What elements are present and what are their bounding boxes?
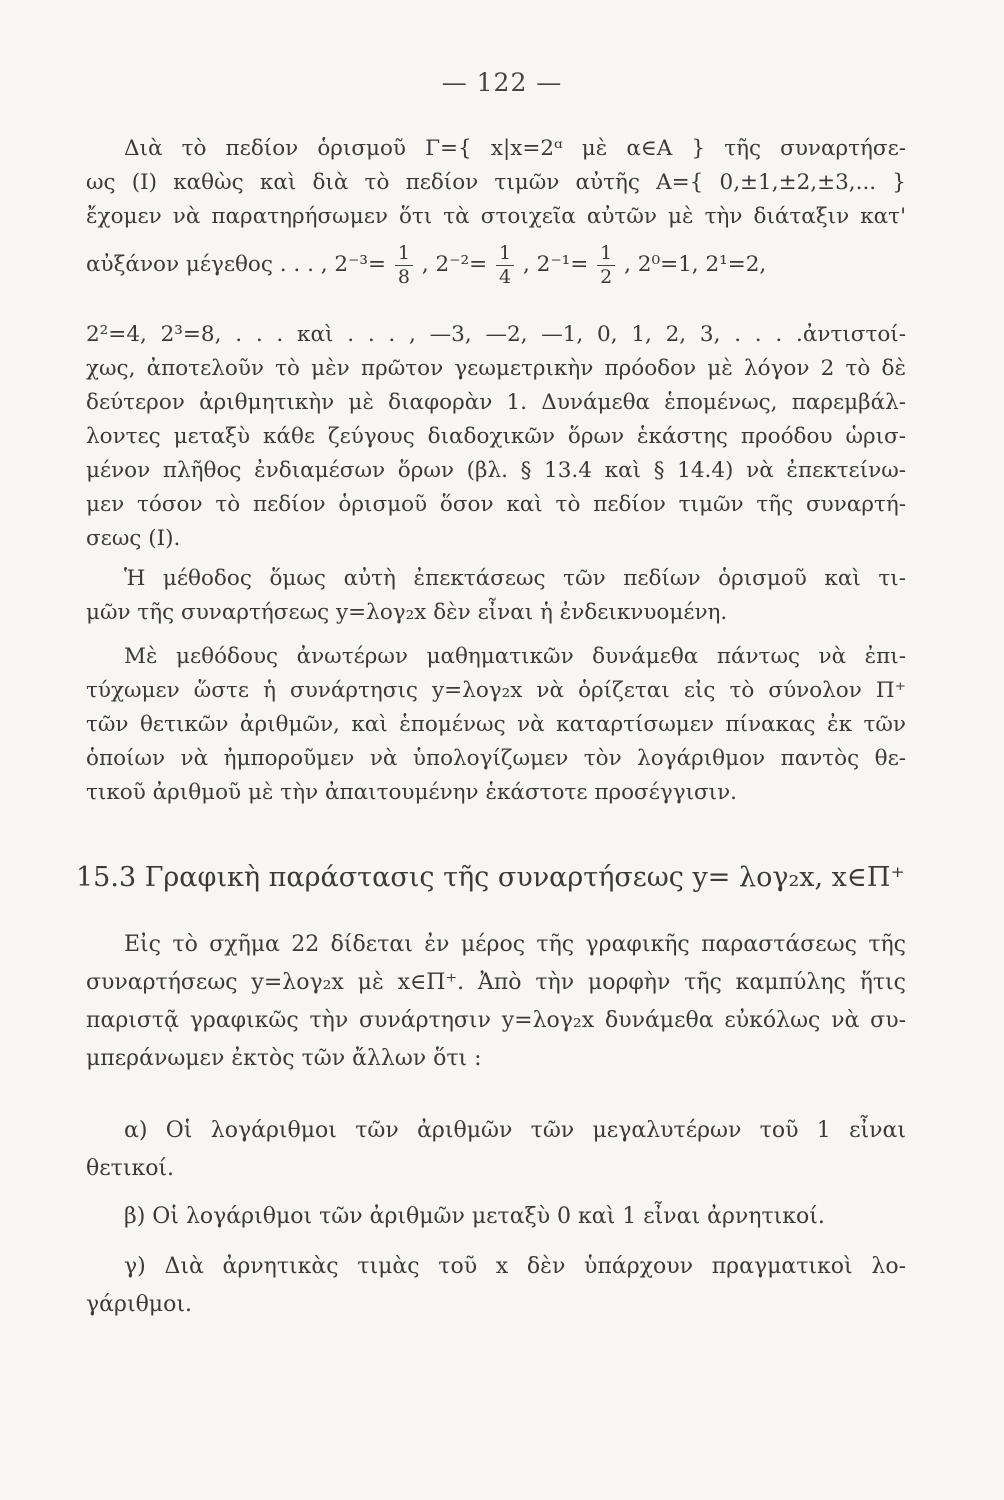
list-item-c (86, 1248, 906, 1324)
text-line: μεν τόσον τὸ πεδίον ὁρισμοῦ ὅσον καὶ τὸ πεδίον τιμῶν τῆς συναρτή- (86, 492, 906, 517)
text-line: ἔχομεν νὰ παρατηρήσωμεν ὅτι τὰ στοιχεῖα αὐτῶν μὲ τὴν διάταξιν κατ' (86, 204, 906, 229)
text-line: Μὲ μεθόδους ἀνωτέρων μαθηματικῶν δυνάμεθα πάντως νὰ ἐπι- (124, 644, 906, 669)
text-line: τύχωμεν ὥστε ἡ συνάρτησις y=λογ₂x νὰ ὁρίζεται εἰς τὸ σύνολον Π⁺ (86, 678, 906, 703)
list-item-b (86, 1198, 906, 1236)
text-line: μένον πλῆθος ἐνδιαμέσων ὅρων (βλ. § 13.4 καὶ § 14.4) νὰ ἐπεκτείνω- (86, 458, 906, 483)
text-line: θετικοί. (86, 1156, 175, 1181)
text-line: λοντες μεταξὺ κάθε ζεύγους διαδοχικῶν ὅρων ἑκάστης προόδου ὡρισ- (86, 424, 906, 449)
page-number: — 122 — (441, 68, 563, 97)
text-line: α) Οἱ λογάριθμοι τῶν ἀριθμῶν τῶν μεγαλυτέρων τοῦ 1 εἶναι (124, 1118, 906, 1143)
math-text: αὐξάνον μέγεθος . . . , 2⁻³= (86, 252, 387, 277)
paragraph-4 (86, 926, 906, 1078)
section-heading: 15.3 Γραφικὴ παράστασις τῆς συναρτήσεως y= λογ₂x, x∈Π⁺ (76, 862, 905, 893)
paragraph-2 (86, 562, 906, 630)
text-line: γάριθμοι. (86, 1292, 192, 1317)
text-line: 2²=4, 2³=8, . . . καὶ . . . , —3, —2, —1, 0, 1, 2, 3, . . . .ἀντιστοί- (86, 322, 906, 347)
math-text: , 2⁻²= (421, 252, 488, 277)
text-line: τῶν θετικῶν ἀριθμῶν, καὶ ἑπομένως νὰ καταρτίσωμεν πίνακας ἐκ τῶν (86, 712, 906, 737)
text-line: τικοῦ ἀριθμοῦ μὲ τὴν ἀπαιτουμένην ἑκάστοτε προσέγγισιν. (86, 780, 738, 805)
text-line: μπεράνωμεν ἐκτὸς τῶν ἄλλων ὅτι : (86, 1046, 482, 1071)
math-text: , 2⁰=1, 2¹=2, (624, 252, 767, 277)
text-line: χως, ἀποτελοῦν τὸ μὲν πρῶτον γεωμετρικὴν πρόοδον μὲ λόγον 2 τὸ δὲ (86, 356, 906, 381)
text-line: β) Οἱ λογάριθμοι τῶν ἀριθμῶν μεταξὺ 0 καὶ 1 εἶναι ἀρνητικοί. (124, 1204, 825, 1229)
paragraph-3 (86, 640, 906, 810)
math-line (86, 236, 906, 294)
text-line: ως (I) καθὼς καὶ διὰ τὸ πεδίον τιμῶν αὐτῆς A={ 0,±1,±2,±3,... } (86, 170, 906, 195)
fraction: $\frac{1}{8}$ (395, 244, 413, 287)
text-line: Ἡ μέθοδος ὅμως αὐτὴ ἐπεκτάσεως τῶν πεδίων ὁρισμοῦ καὶ τι- (124, 566, 906, 591)
text-line: γ) Διὰ ἀρνητικὰς τιμὰς τοῦ x δὲν ὑπάρχουν πραγματικοὶ λο- (124, 1254, 906, 1279)
fraction: $\frac{1}{4}$ (496, 244, 514, 287)
text-line: μῶν τῆς συναρτήσεως y=λογ₂x δὲν εἶναι ἡ ἐνδεικνυομένη. (86, 600, 728, 625)
text-line: παριστᾷ γραφικῶς τὴν συνάρτησιν y=λογ₂x δυνάμεθα εὐκόλως νὰ συ- (86, 1008, 906, 1033)
fraction: $\frac{1}{2}$ (597, 244, 615, 287)
text-line: δεύτερον ἀριθμητικὴν μὲ διαφορὰν 1. Δυνάμεθα ἑπομένως, παρεμβάλ- (86, 390, 906, 415)
paragraph-1-continued (86, 318, 906, 556)
text-line: ὁποίων νὰ ἠμποροῦμεν νὰ ὑπολογίζωμεν τὸν λογάριθμον παντὸς θε- (86, 746, 906, 771)
text-line: συναρτήσεως y=λογ₂x μὲ x∈Π⁺. Ἀπὸ τὴν μορφὴν τῆς καμπύλης ἥτις (86, 970, 906, 995)
text-line: Εἰς τὸ σχῆμα 22 δίδεται ἐν μέρος τῆς γραφικῆς παραστάσεως τῆς (124, 932, 906, 957)
text-line: σεως (I). (86, 526, 181, 551)
list-item-a (86, 1112, 906, 1188)
text-line: Διὰ τὸ πεδίον ὁρισμοῦ Γ={ x|x=2ᵅ μὲ α∈A } τῆς συναρτήσε- (124, 136, 906, 161)
paragraph-1 (86, 132, 906, 234)
math-text: , 2⁻¹= (522, 252, 589, 277)
